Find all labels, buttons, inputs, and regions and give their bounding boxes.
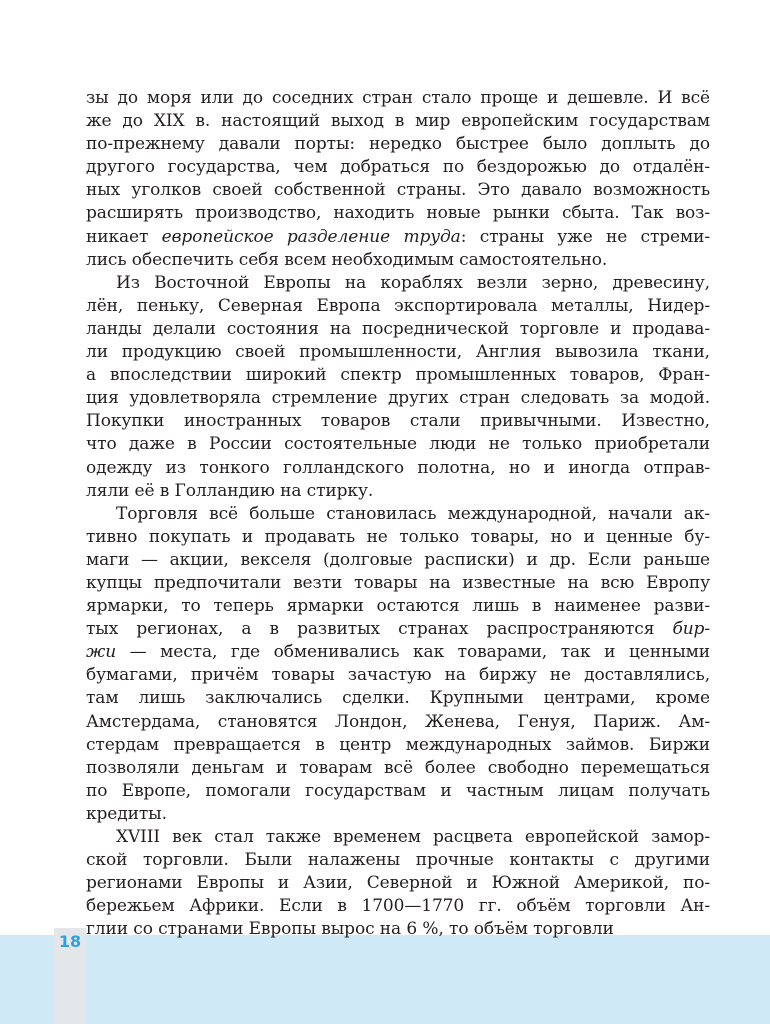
text-line: [86, 618, 710, 641]
text-segment: по Европе, помогали государствам и частным лицам получать: [86, 780, 710, 801]
text-segment: ляли её в Голландию на стирку.: [86, 480, 374, 501]
text-line: [86, 110, 710, 133]
text-segment: ных уголков своей собственной страны. Это давало возможность: [86, 180, 710, 201]
text-segment: расширять производство, находить новые рынки сбыта. Так воз-: [86, 203, 710, 224]
footer-band: [0, 935, 770, 1024]
text-line: [86, 826, 710, 849]
text-segment: : страны уже не стреми-: [460, 226, 711, 247]
text-line: [86, 318, 710, 341]
page-number: 18: [58, 932, 82, 951]
text-segment: ярмарки, то теперь ярмарки остаются лишь в наименее разви-: [86, 596, 710, 617]
text-segment: ли продукцию своей промышленности, Англия вывозила ткани,: [86, 342, 710, 363]
text-segment: Из Восточной Европы на кораблях везли зерно, древесину,: [116, 272, 710, 293]
text-segment: бумагами, причём товары зачастую на биржу не доставлялись,: [86, 665, 710, 686]
text-segment: ланды делали состояния на посреднической торговле и продава-: [86, 318, 710, 339]
text-segment: ской торговли. Были налажены прочные контакты с другими: [86, 850, 710, 871]
text-segment: маги — акции, векселя (долговые расписки) и др. Если раньше: [86, 549, 710, 570]
text-line: [86, 849, 710, 872]
text-line: [86, 480, 710, 503]
text-line: [86, 734, 710, 757]
text-line: [86, 711, 710, 734]
text-segment: лись обеспечить себя всем необходимым самостоятельно.: [86, 249, 608, 270]
text-segment: позволяли деньгам и товарам всё более свободно перемещаться: [86, 757, 710, 778]
italic-term: жи: [86, 642, 117, 663]
text-line: [86, 549, 710, 572]
text-segment: тивно покупать и продавать не только товары, но и ценные бу-: [86, 526, 710, 547]
text-line: [86, 687, 710, 710]
text-segment: там лишь заключались сделки. Крупными центрами, кроме: [86, 688, 710, 709]
text-line: [86, 526, 710, 549]
text-segment: Покупки иностранных товаров стали привычными. Известно,: [86, 411, 710, 432]
text-segment: кредиты.: [86, 803, 167, 824]
body-text: [86, 87, 710, 941]
text-segment: а впоследствии широкий спектр промышленных товаров, Фран-: [86, 365, 710, 386]
text-segment: регионами Европы и Азии, Северной и Южной Америкой, по-: [86, 873, 710, 894]
text-line: [86, 179, 710, 202]
text-line: [86, 410, 710, 433]
text-segment: стердам превращается в центр международных займов. Биржи: [86, 734, 710, 755]
text-segment: — места, где обменивались как товарами, так и ценными: [116, 642, 710, 663]
text-segment: Торговля всё больше становилась международной, начали ак-: [116, 503, 710, 524]
text-line: [86, 872, 710, 895]
text-segment: же до XIX в. настоящий выход в мир европейским государствам: [86, 111, 710, 132]
text-segment: Амстердама, становятся Лондон, Женева, Генуя, Париж. Ам-: [86, 711, 710, 732]
text-line: [86, 803, 710, 826]
text-line: [86, 387, 710, 410]
text-segment: бережьем Африки. Если в 1700—1770 гг. объём торговли Ан-: [86, 896, 710, 917]
text-line: [86, 503, 710, 526]
text-line: [86, 272, 710, 295]
text-line: [86, 641, 710, 664]
text-line: [86, 249, 710, 272]
text-segment: лён, пеньку, Северная Европа экспортировала металлы, Нидер-: [86, 295, 710, 316]
text-segment: что даже в России состоятельные люди не только приобретали: [86, 434, 710, 455]
text-segment: XVIII век стал также временем расцвета европейской замор-: [116, 827, 710, 847]
text-line: [86, 780, 710, 803]
paragraph: [86, 87, 710, 272]
text-segment: тых регионах, а в развитых странах распространяются: [86, 619, 673, 640]
text-segment: одежду из тонкого голландского полотна, но и иногда отправ-: [86, 457, 710, 478]
text-line: [86, 572, 710, 595]
text-segment: зы до моря или до соседних стран стало проще и дешевле. И всё: [86, 88, 710, 108]
text-line: [86, 433, 710, 456]
text-line: [86, 918, 710, 941]
text-segment: никает: [86, 226, 162, 247]
text-line: [86, 341, 710, 364]
italic-term: бир-: [672, 619, 710, 640]
text-segment: глии со странами Европы вырос на 6 %, то объём торговли: [86, 919, 614, 940]
text-segment: другого государства, чем добраться по бездорожью до отдалён-: [86, 157, 710, 178]
text-line: [86, 87, 710, 110]
text-line: [86, 757, 710, 780]
text-segment: по-прежнему давали порты: нередко быстрее было доплыть до: [86, 134, 710, 155]
paragraph: [86, 826, 710, 941]
text-line: [86, 156, 710, 179]
text-line: [86, 364, 710, 387]
text-line: [86, 895, 710, 918]
text-line: [86, 295, 710, 318]
text-line: [86, 133, 710, 156]
text-line: [86, 457, 710, 480]
paragraph: [86, 272, 710, 503]
text-line: [86, 226, 710, 249]
paragraph: [86, 503, 710, 826]
italic-term: европейское разделение труда: [161, 226, 461, 247]
text-segment: ция удовлетворяла стремление других стран следовать за модой.: [86, 388, 710, 409]
text-line: [86, 595, 710, 618]
text-line: [86, 664, 710, 687]
text-segment: купцы предпочитали везти товары на известные на всю Европу: [86, 572, 710, 593]
text-line: [86, 202, 710, 225]
